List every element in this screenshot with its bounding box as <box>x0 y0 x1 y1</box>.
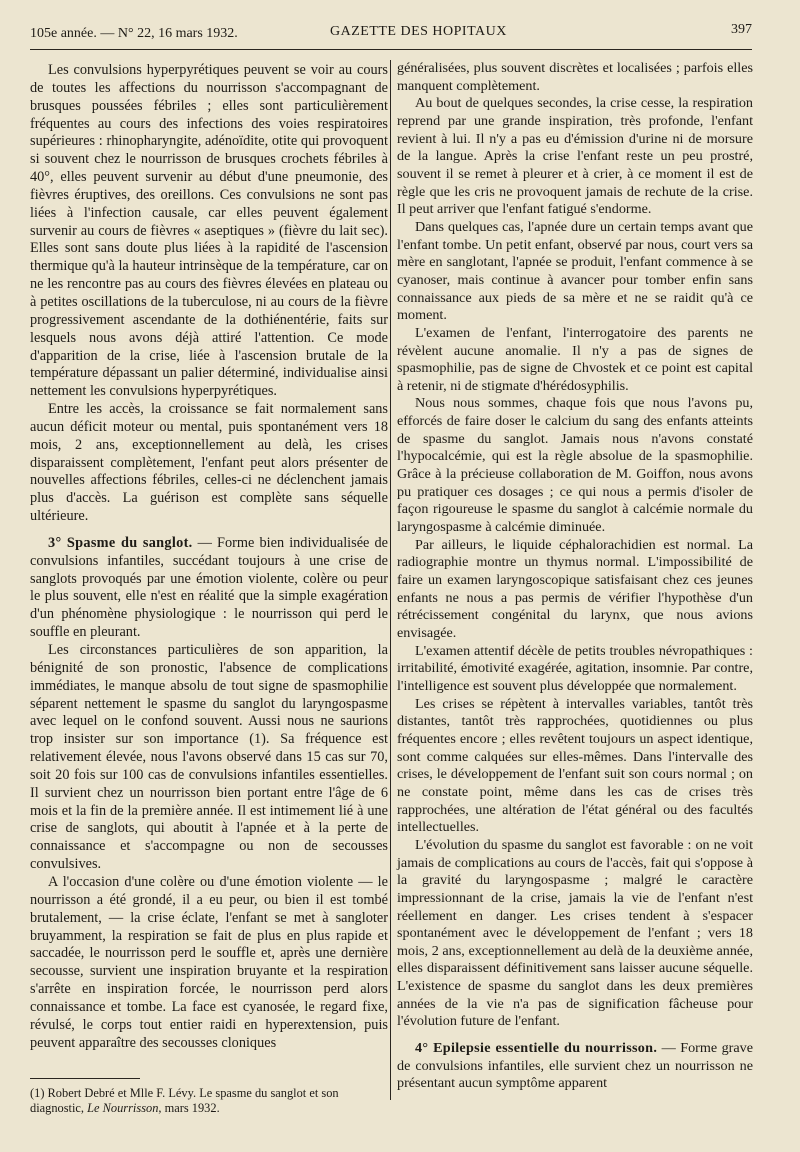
right-column <box>397 60 753 1093</box>
left-column <box>30 62 388 1052</box>
section-title: 3° Spasme du sanglot. <box>48 534 193 551</box>
issue-info: 105e année. — N° 22, 16 mars 1932. <box>30 26 238 41</box>
header-rule <box>30 49 752 50</box>
paragraph: Entre les accès, la croissance se fait normalement sans aucun déficit moteur ou mental, puis spontanément vers 18 mois, 2 ans, exceptionnellement au delà, les crises disparaissent complètement, l'enfant peut alors présenter de nouvelles affections fébriles, celles-ci ne déclenchent jamais plus d'accès. La guérison est complète sans séquelle ultérieure. <box>30 401 388 525</box>
journal-title: GAZETTE DES HOPITAUX <box>330 24 507 39</box>
paragraph: L'examen de l'enfant, l'interrogatoire des parents ne révèlent aucune anomalie. Il n'y a pas de signes de spasmophilie, pas de signe de Chvostek et ce point est capital à retenir, ni de stigmate d'hérédosyphilis. <box>397 324 753 394</box>
section-spasme-du-sanglot <box>30 535 388 642</box>
footnote-journal: Le Nourrisson <box>87 1101 159 1115</box>
paragraph: Nous nous sommes, chaque fois que nous l'avons pu, efforcés de faire doser le calcium du sang des enfants atteints de spasme du sanglot. Jamais nous n'avons constaté l'hypocalcémie, qui est la règle absolue de la spasmophilie. Grâce à la précieuse collaboration de M. Goiffon, nous avons pu pratiquer ces dosages ; ce qui nous a permis d'isoler de façon rigoureuse le spasme du sanglot à calcémie normale du laryngospasme à calcémie diminuée. <box>397 395 753 536</box>
paragraph: Les convulsions hyperpyrétiques peuvent se voir au cours de toutes les affections du nourrisson s'accompagnant de brusques poussées fébriles ; elles sont particulièrement fréquentes au cours des infections des voies respiratoires supérieures : rhinopharyngite, adénoïdite, otite qui provoquent si souvent chez le nourrisson de brusques crochets fébriles à 40°, elles peuvent survenir au début d'une pneumonie, des fièvres éruptives, des oreillons. Ces convulsions ne sont pas liées à l'infection causale, car elles peuvent également survenir au cours de fièvres « aseptiques » (fièvre du lait sec). Elles sont sans doute plus liées à la rapidité de l'ascension thermique qu'à la hauteur intrinsèque de la température, car on ne les rencontre pas au cours des fièvres élevées en plateau ou à petites oscillations de la tuberculose, ni au cours de la fièvre progressivement ascendante de la dothiénentérie, faits sur lesquels nous avons déjà attiré l'attention. Ce mode d'apparition de la crise, liée à l'ascension brutale de la température dépassant un palier déterminé, individualise ainsi nettement les convulsions hyperpyrétiques. <box>30 62 388 400</box>
running-header <box>30 22 752 46</box>
paragraph: L'évolution du spasme du sanglot est favorable : on ne voit jamais de complications au cours de l'accès, fait qui s'oppose à la gravité du laryngospasme ; malgré le caractère impressionnant de la crise, jamais la vie de l'enfant n'est réellement en danger. Les crises tendent à s'espacer spontanément avec le développement de l'enfant ; vers 18 mois, 2 ans, exceptionnellement au delà de la deuxième année, elles disparaissent définitivement sans laisser aucune séquelle. L'existence de spasme du sanglot dans les deux premières années de la vie n'a pas de signification fâcheuse pour l'évolution future de l'enfant. <box>397 836 753 1030</box>
paragraph: A l'occasion d'une colère ou d'une émotion violente — le nourrisson a été grondé, il a eu peur, ou bien il est tombé brutalement, — la crise éclate, l'enfant se met à sangloter bruyamment, la respiration se fait de plus en plus rapide et saccadée, le nourrisson perd le souffle et, après une dernière secousse, survient une inspiration bruyante et la respiration s'arrête en inspiration forcée, le nourrisson perd alors connaissance et tombe. La face est cyanosée, le regard fixe, révulsé, le corps tout entier raidi en hyperextension, puis peuvent apparaître des secousses cloniques <box>30 873 388 1051</box>
paragraph: Au bout de quelques secondes, la crise cesse, la respiration reprend par une grande inspiration, très profonde, l'enfant revient à lui. Il n'y a pas eu d'émission d'urine ni de morsure de la langue. Après la crise l'enfant reste un peu prostré, souvent il se remet à pleurer et à crier, à ce moment il est de règle que les cris ne provoquent jamais de rechute de la crise. Il peut arriver que l'enfant fatigué s'endorme. <box>397 95 753 218</box>
section-epilepsie-essentielle <box>397 1040 753 1093</box>
column-divider <box>390 60 391 1100</box>
paragraph: Les circonstances particulières de son apparition, la bénignité de son pronostic, l'absence de complications immédiates, le manque absolu de tout signe de spasmophilie séparent nettement le spasme du sanglot du laryngospasme avec lequel on le confond souvent. Aussi nous ne saurions trop insister sur son importance (1). Sa fréquence est relativement élevée, nous l'avons observé dans 15 cas sur 70, soit 20 fois sur 100 cas de convulsions infantiles essentielles. Il survient chez un nourrisson bien portant entre l'âge de 6 mois et la fin de la première année. Il est intimement lié à une crise de sanglots, qui aboutit à l'apnée et à la perte de connaissance et s'accompagne ou non de secousses convulsives. <box>30 642 388 873</box>
section-intro: — Forme grave de convulsions infantiles, elle survient chez un nourrisson ne présentant aucun symptôme apparent <box>397 1040 753 1092</box>
paragraph: généralisées, plus souvent discrètes et localisées ; parfois elles manquent complètement. <box>397 60 753 94</box>
page-number: 397 <box>731 22 752 37</box>
paragraph: Par ailleurs, le liquide céphalorachidien est normal. La radiographie montre un thymus normal. L'impossibilité de faire un examen laryngoscopique satisfaisant chez ces jeunes enfants ne nous a pas permis de vérifier l'hypothèse d'un rétrécissement congénital du larynx, que nous avions envisagée. <box>397 536 753 641</box>
section-title: 4° Epilepsie essentielle du nourrisson. <box>415 1040 658 1057</box>
paragraph: L'examen attentif décèle de petits troubles névropathiques : irritabilité, émotivité exagérée, agitation, insomnie. Par contre, l'intelligence est souvent plus développée que normalement. <box>397 642 753 694</box>
footnote-rule <box>30 1078 140 1079</box>
footnote-citation: (1) Robert Debré et Mlle F. Lévy. Le spasme du sanglot et son diagnostic, <box>30 1086 339 1115</box>
paragraph: Dans quelques cas, l'apnée dure un certain temps avant que l'enfant tombe. Un petit enfant, observé par nous, court vers sa mère en sanglotant, l'apnée se produit, l'enfant commence à se cyanoser, mais continue à avancer pour tomber enfin sans connaissance aux pieds de sa mère et ne se raidit qu'à ce moment. <box>397 218 753 324</box>
footnote <box>30 1086 388 1116</box>
paragraph: Les crises se répètent à intervalles variables, tantôt très distantes, tantôt très rapprochées, quotidiennes ou plus fréquentes encore ; elles revêtent toujours un aspect identique, sont comme calquées sur elles-mêmes. Dans l'intervalle des crises, le développement de l'enfant suit son cours normal ; on ne constate point, même dans les cas de crises très rapprochées, une altération de l'état général ou des facultés intellectuelles. <box>397 695 753 836</box>
section-intro: — Forme bien individualisée de convulsions infantiles, succédant toujours à une crise de sanglots provoqués par une émotion violente, colère ou peur le plus souvent, elle n'est en réalité que la simple exagération d'un phénomène physiologique : le nourrisson qui perd le souffle en pleurant. <box>30 534 388 641</box>
footnote-date: , mars 1932. <box>158 1101 220 1115</box>
